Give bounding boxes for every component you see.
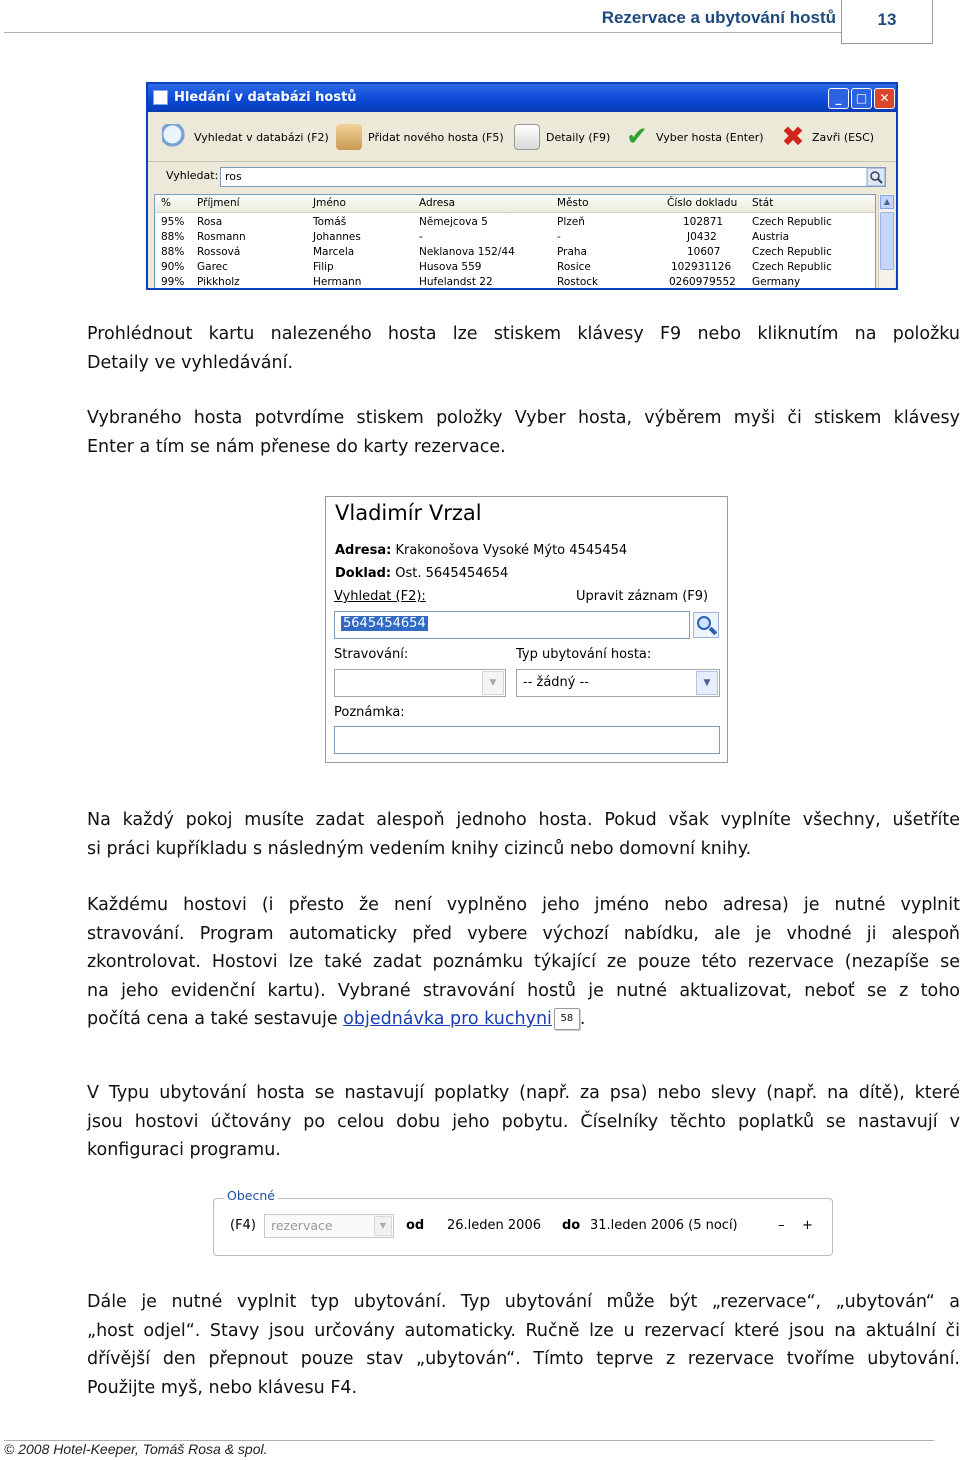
search-go-icon[interactable] (866, 167, 886, 187)
paragraph-details: Prohlédnout kartu nalezeného hosta lze stiskem klávesy F9 nebo kliknutím na položku Detaily ve vyhledávání. (87, 324, 960, 373)
card-search-label: Vyhledat (F2): (334, 589, 426, 604)
table-row[interactable]: 88% Rossová Marcela Neklanova 152/44 Praha 10607 Czech Republic (161, 246, 832, 258)
search-label: Vyhledat: (166, 169, 219, 182)
guest-document: Doklad: Ost. 5645454654 (335, 566, 509, 581)
paragraph-guests-per-room: Na každý pokoj musíte zadat alespoň jednoho hosta. Pokud však vyplníte všechny, ušetříte si práci kupříkladu s následným vedením knihy cizinců nebo domovní knihy. (87, 810, 960, 859)
maximize-icon[interactable]: □ (851, 88, 872, 109)
chevron-down-icon[interactable]: ▼ (374, 1216, 392, 1236)
from-date[interactable]: 26.leden 2006 (447, 1218, 541, 1233)
search-window-screenshot (146, 82, 898, 290)
col-firstname[interactable]: Jméno (313, 197, 346, 209)
window-title: Hledání v databázi hostů (174, 90, 357, 105)
window-titlebar (148, 84, 896, 112)
close-button[interactable]: ✖ Zavři (ESC) (781, 120, 875, 153)
window-toolbar (148, 112, 896, 162)
chevron-down-icon[interactable]: ▼ (696, 671, 718, 695)
guest-card-screenshot (325, 496, 728, 763)
window-icon (153, 90, 168, 105)
kitchen-order-link[interactable]: objednávka pro kuchyni (343, 1009, 552, 1029)
close-x-icon: ✖ (781, 120, 805, 153)
meal-label: Stravování: (334, 647, 409, 662)
col-document[interactable]: Číslo dokladu (667, 197, 738, 209)
card-search-input[interactable]: 5645454654 (334, 611, 690, 639)
results-scrollbar[interactable] (878, 194, 894, 290)
edit-record-link[interactable]: Upravit záznam (F9) (576, 589, 709, 604)
details-icon (514, 124, 540, 150)
paragraph-accommodation-type: V Typu ubytování hosta se nastavují poplatky (např. za psa) nebo slevy (např. na dítě), které jsou hostovi účtovány po celou dobu jeho pobytu. Číselníky těchto poplatků se nastavují v konfiguraci programu. (87, 1083, 960, 1160)
scroll-up-icon[interactable]: ▲ (880, 195, 894, 209)
from-label: od (406, 1218, 425, 1233)
chevron-down-icon[interactable]: ▼ (482, 671, 504, 695)
to-label: do (562, 1218, 581, 1233)
guest-name: Vladimír Vrzal (335, 501, 482, 525)
page-reference-badge[interactable]: 58 (554, 1008, 580, 1030)
group-legend: Obecné (224, 1188, 278, 1203)
stay-status-select[interactable]: rezervace ▼ (264, 1214, 394, 1238)
magnifier-person-icon (162, 124, 188, 150)
table-row[interactable]: 90% Garec Filip Husova 559 Rosice 102931126 Czech Republic (161, 261, 832, 273)
table-header (155, 195, 876, 213)
chapter-title: Rezervace a ubytování hostů (601, 8, 836, 27)
minimize-icon[interactable]: _ (828, 88, 849, 109)
accommodation-type-select[interactable]: -- žádný -- ▼ (516, 669, 720, 697)
details-button[interactable]: Detaily (F9) (514, 120, 610, 154)
stay-bar-screenshot (213, 1188, 833, 1256)
add-person-icon (336, 124, 362, 150)
search-database-button[interactable]: Vyhledat v databázi (F2) (162, 120, 329, 154)
table-row[interactable]: 99% Pikkholz Hermann Hufelandst 22 Rostock 0260979552 Germany (161, 276, 801, 288)
col-country[interactable]: Stát (752, 197, 774, 209)
col-surname[interactable]: Příjmení (197, 197, 240, 209)
minus-button[interactable]: – (778, 1218, 785, 1233)
add-guest-button[interactable]: Přidat nového hosta (F5) (336, 120, 504, 154)
results-table (154, 194, 876, 290)
page-number: 13 (841, 0, 933, 44)
search-row (156, 166, 886, 190)
paragraph-stay-status: Dále je nutné vyplnit typ ubytování. Typ ubytování může být „rezervace“, „ubytován“ a „host odjel“. Stavy jsou určovány automaticky. Ručně lze u rezervací které jsou na aktuální či dřívější den přepnout pouze stav „ubytován“. Tímto teprve z rezervace tvoříme ubytování. Použijte myš, nebo klávesu F4. (87, 1292, 960, 1398)
paragraph-meals: Každému hostovi (i přesto že není vyplněno jeho jméno nebo adresa) je nutné vyplnit stravování. Program automaticky před vybere výchozí nabídku, ale je vhodné ji alespoň zkontrolovat. Hostovi lze také zadat poznámku týkající ze pouze této rezervace (nezapíše se na jeho evidenční kartu). Vybrané stravování hostů je nutné aktualizovat, neboť se z toho počítá cena a také sestavuje objednávka pro kuchyni 58 . (87, 895, 960, 1029)
note-input[interactable] (334, 726, 720, 754)
meal-select[interactable] (334, 669, 506, 697)
plus-button[interactable]: + (802, 1218, 813, 1233)
col-city[interactable]: Město (557, 197, 589, 209)
select-guest-button[interactable]: ✔ Vyber hosta (Enter) (624, 120, 764, 154)
col-address[interactable]: Adresa (419, 197, 456, 209)
hotkey-label: (F4) (230, 1218, 256, 1233)
checkmark-icon: ✔ (626, 122, 648, 152)
close-window-icon[interactable]: ✕ (874, 88, 895, 109)
search-input[interactable]: ros (220, 167, 886, 187)
table-row[interactable]: 88% Rosmann Johannes - - J0432 Austria (161, 231, 790, 243)
note-label: Poznámka: (334, 705, 405, 720)
col-percent[interactable]: % (161, 197, 171, 209)
table-row[interactable]: 95% Rosa Tomáš Nĕmejcova 5 Plzeň 102871 Czech Republic (161, 216, 832, 228)
to-date[interactable]: 31.leden 2006 (5 nocí) (590, 1218, 738, 1233)
header-divider (4, 32, 841, 33)
scroll-thumb[interactable] (880, 212, 894, 270)
magnifier-icon[interactable] (693, 612, 719, 638)
footer-copyright: © 2008 Hotel-Keeper, Tomáš Rosa & spol. (4, 1441, 268, 1457)
accommodation-type-label: Typ ubytování hosta: (516, 647, 652, 662)
guest-address: Adresa: Krakonošova Vysoké Mýto 4545454 (335, 543, 628, 558)
paragraph-select-guest: Vybraného hosta potvrdíme stiskem položky Vyber hosta, výběrem myši či stiskem klávesy Enter a tím se nám přenese do karty rezervace. (87, 408, 960, 457)
